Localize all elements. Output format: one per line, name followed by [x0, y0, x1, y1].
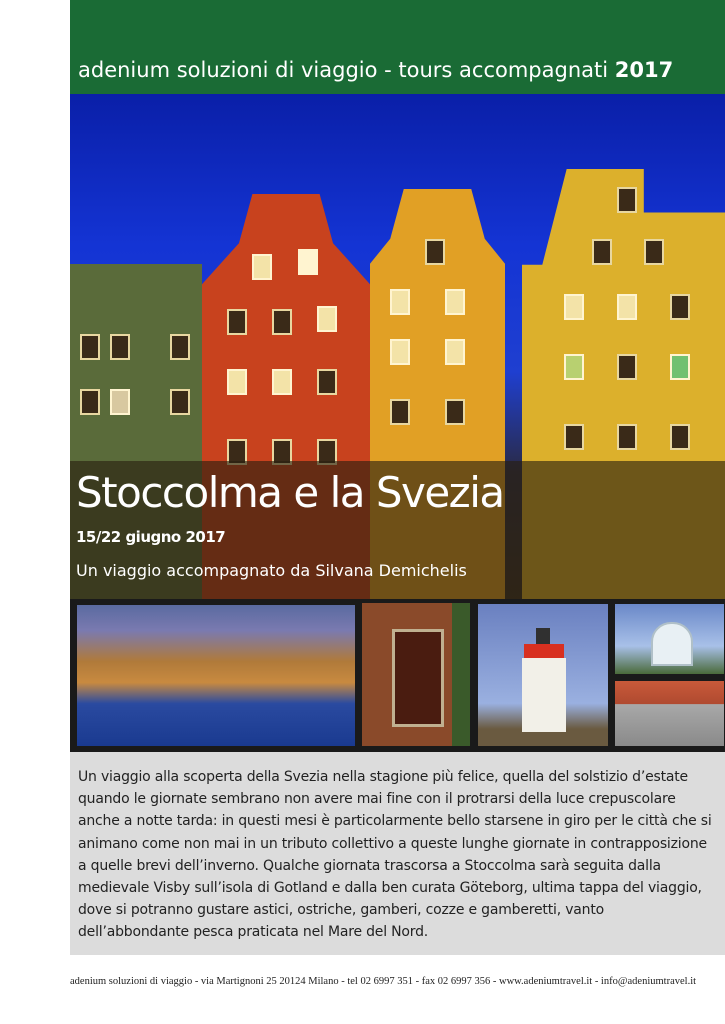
header-title	[78, 58, 673, 82]
hero-photo	[70, 94, 725, 599]
photo-gallery	[70, 599, 725, 752]
description-text: Un viaggio alla scoperta della Svezia nella stagione più felice, quella del solstizio d’estate quando le giornate sembrano non avere mai fine con il protrarsi della luce crepuscolare anche a notte tarda: in questi mesi è particolarmente bello starsene in giro per le città che si animano come non mai in un tributo collettivo a queste lunghe giornate in contrapposizione a quelle brevi dell’inverno. Qualche giornata trascorsa a Stoccolma sarà seguita dalla medievale Visby sull’isola di Gotland e dalla ben curata Göteborg, ultima tappa del viaggio, dove si potranno gustare astici, ostriche, gamberi, cozze e gamberetti, vanto dell’abbondante pesca praticata nel Mare del Nord.	[78, 769, 712, 941]
header-banner	[70, 0, 725, 94]
hero-dates: 15/22 giugno 2017	[76, 528, 226, 546]
photo-stockholm-aerial	[77, 605, 355, 746]
photo-lighthouse	[478, 604, 608, 746]
photo-glass-pavilion	[615, 604, 724, 674]
footer-contact: adenium soluzioni di viaggio - via Martignoni 25 20124 Milano - tel 02 6997 351 - fax 02 6997 356 - www.adeniumtravel.it - info@adeniumtravel.it	[70, 976, 697, 987]
header-title-text: adenium soluzioni di viaggio - tours accompagnati	[78, 58, 609, 82]
description-box	[70, 752, 725, 955]
hero-subtitle: Un viaggio accompagnato da Silvana Demichelis	[76, 561, 467, 580]
header-year: 2017	[614, 58, 674, 82]
hero-title: Stoccolma e la Svezia	[76, 468, 504, 517]
photo-wooden-door	[362, 603, 470, 746]
photo-stone-ornament	[615, 681, 724, 746]
